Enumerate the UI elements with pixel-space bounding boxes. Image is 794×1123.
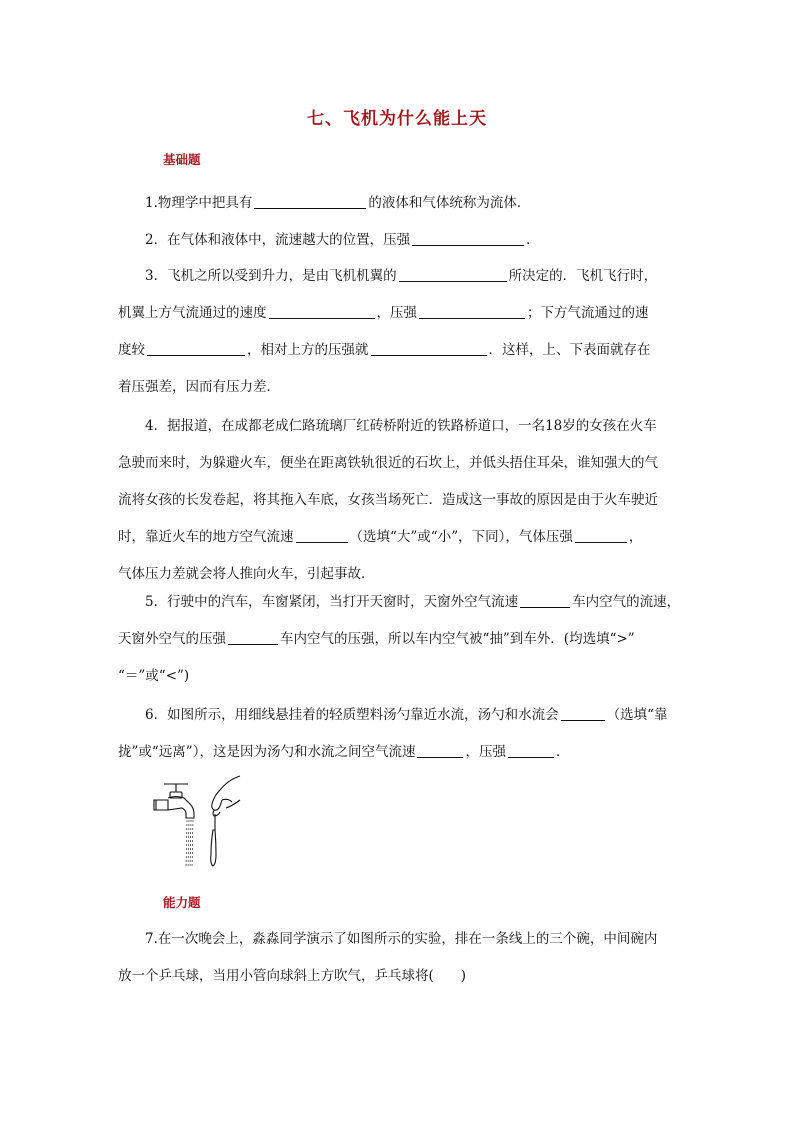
question-line: 度较 ，相对上方的压强就 ．这样，上、下表面就存在: [118, 342, 651, 358]
answer-blank[interactable]: [412, 231, 524, 246]
question-number: 5．: [145, 594, 168, 610]
question-line: 6．如图所示，用细线悬挂着的轻质塑料汤勺靠近水流，汤勺和水流会 （选填“靠: [145, 707, 668, 723]
hand-icon: [212, 776, 240, 816]
question-line: 4．据报道，在成都老成仁路琉璃厂红砖桥附近的铁路桥道口，一名18岁的女孩在火车: [145, 418, 657, 434]
question-line: 天窗外空气的压强 车内空气的压强，所以车内空气被“抽”到车外．(均选填“>”: [118, 631, 635, 647]
question-line: 2．在气体和液体中，流速越大的位置，压强 ．: [145, 232, 540, 248]
question-number: 7.: [145, 931, 158, 947]
question-1: [118, 185, 676, 222]
question-line: 拢”或“远离”），这是因为汤勺和水流之间空气流速 ，压强 ．: [118, 744, 570, 760]
section-heading-basic: 基础题: [163, 152, 201, 167]
answer-blank[interactable]: [508, 743, 554, 758]
question-number: 3．: [145, 268, 168, 284]
answer-blank[interactable]: [520, 593, 570, 608]
answer-blank[interactable]: [371, 341, 487, 356]
question-line: 机翼上方气流通过的速度 ，压强 ；下方气流通过的速: [118, 305, 649, 321]
answer-blank[interactable]: [269, 304, 375, 319]
answer-blank[interactable]: [254, 194, 366, 209]
question-2: [118, 222, 676, 259]
question-number: 2．: [145, 232, 168, 248]
spoon-icon: [211, 814, 216, 866]
question-line: 流将女孩的长发卷起，将其拖入车底，女孩当场死亡．造成这一事故的原因是由于火车驶近: [118, 492, 658, 508]
question-line: 时，靠近火车的地方空气流速 （选填“大”或“小”，下同），气体压强 ，: [118, 529, 643, 545]
question-4: [118, 408, 676, 593]
answer-blank[interactable]: [399, 267, 507, 282]
question-line: 7.在一次晚会上，淼淼同学演示了如图所示的实验，排在一条线上的三个碗，中间碗内: [145, 931, 658, 947]
question-number: 1.: [145, 195, 158, 211]
question-number: 6．: [145, 707, 168, 723]
answer-blank[interactable]: [561, 706, 605, 721]
question-line: 3．飞机之所以受到升力，是由飞机机翼的 所决定的．飞机飞行时，: [145, 268, 658, 284]
faucet-spoon-figure: [150, 770, 242, 870]
answer-blank[interactable]: [417, 743, 463, 758]
question-3: [118, 258, 676, 406]
answer-blank[interactable]: [419, 304, 525, 319]
answer-blank[interactable]: [296, 528, 348, 543]
question-number: 4．: [145, 418, 168, 434]
answer-blank[interactable]: [228, 630, 278, 645]
answer-blank[interactable]: [575, 528, 627, 543]
answer-blank[interactable]: [147, 341, 245, 356]
question-line: “＝”或“<”): [118, 668, 190, 684]
water-stream-icon: [186, 820, 193, 868]
question-6: [118, 697, 676, 771]
faucet-icon: [154, 784, 194, 818]
question-line: 着压强差，因而有压力差．: [118, 379, 280, 395]
page-title: 七、飞机为什么能上天: [307, 109, 487, 129]
question-line: 1.物理学中把具有 的液体和气体统称为流体．: [145, 195, 531, 211]
question-line: 急驶而来时，为躲避火车，便坐在距离铁轨很近的石坎上，并低头捂住耳朵，谁知强大的气: [118, 455, 658, 471]
question-line: 气体压力差就会将人推向火车，引起事故．: [118, 566, 375, 582]
question-line: 5．行驶中的汽车，车窗紧闭，当打开天窗时，天窗外空气流速 车内空气的流速，: [145, 594, 681, 610]
question-7: [118, 921, 676, 995]
question-5: [118, 584, 681, 695]
section-heading-ability: 能力题: [163, 895, 201, 910]
question-line: 放一个乒乓球，当用小管向球斜上方吹气，乒乓球将( ): [118, 968, 467, 984]
